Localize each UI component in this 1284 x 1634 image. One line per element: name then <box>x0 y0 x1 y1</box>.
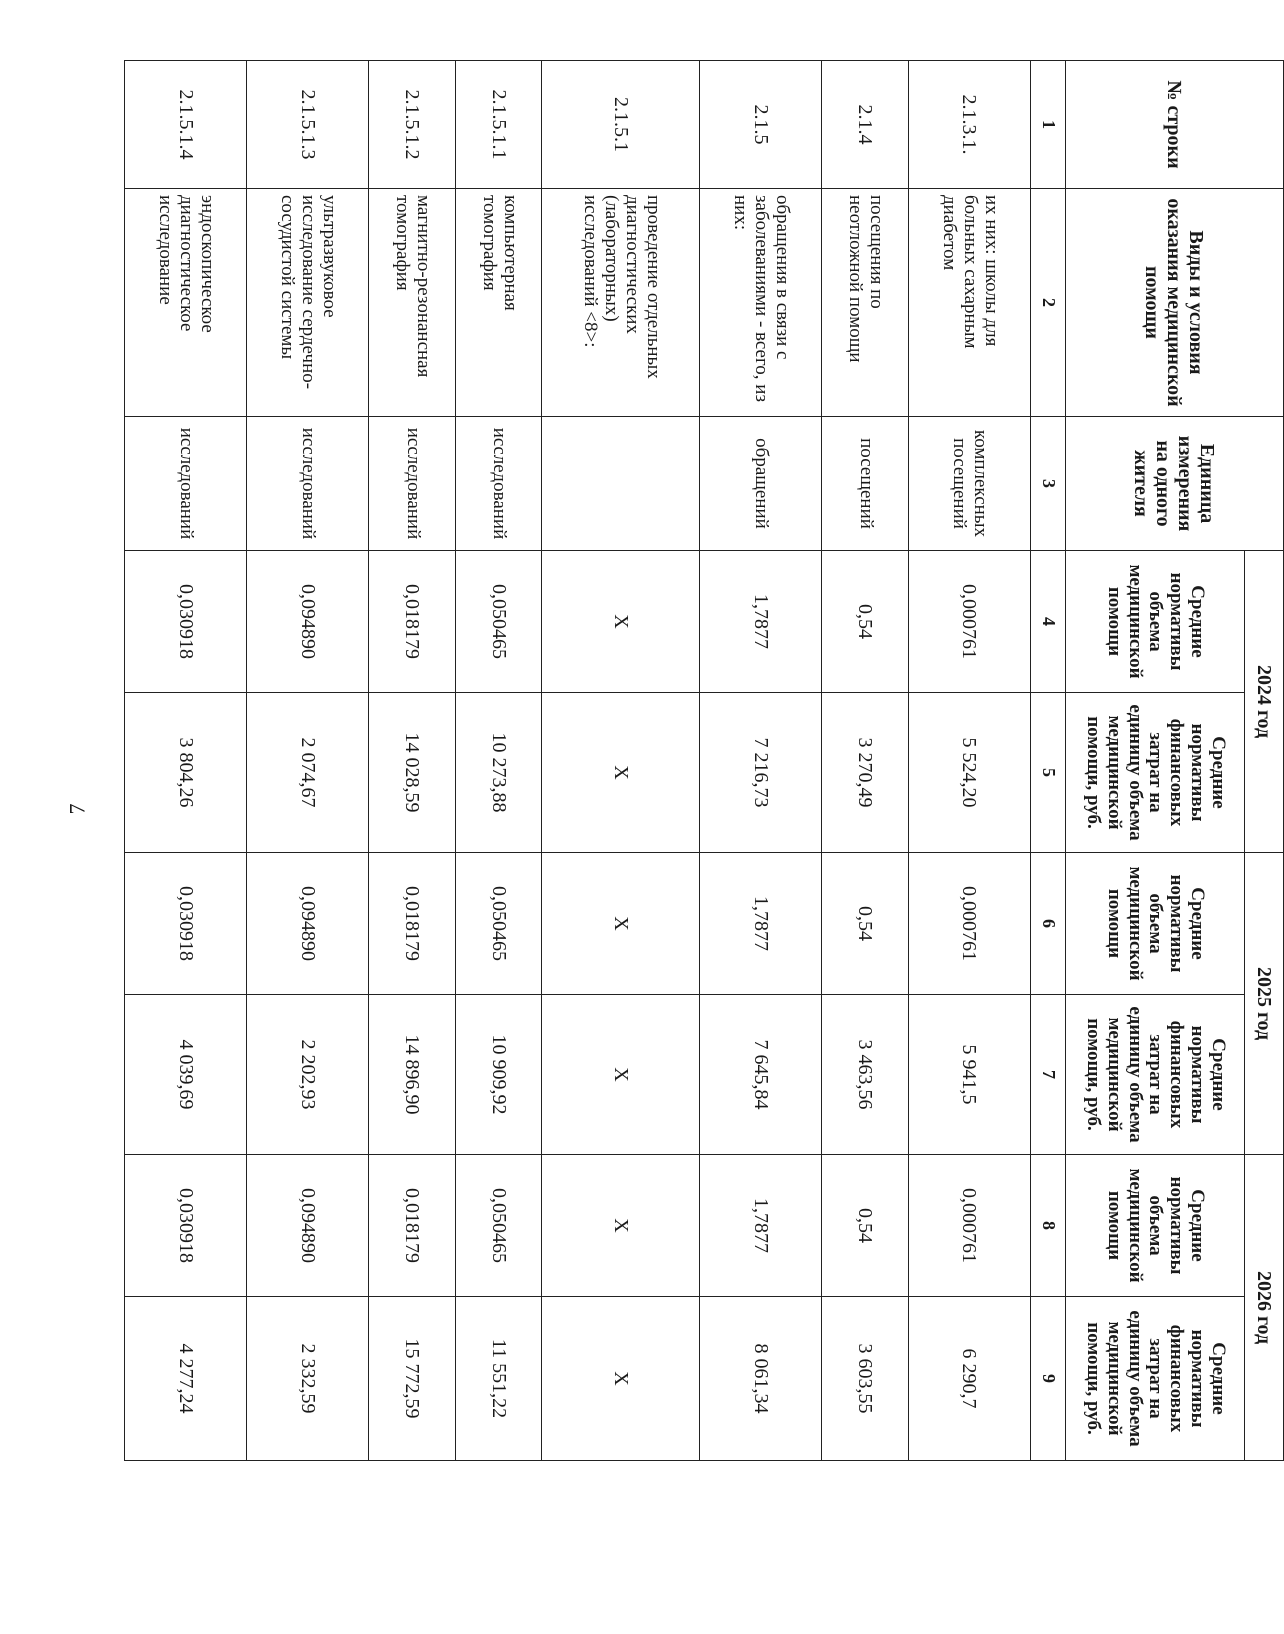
header-row-number: № строки <box>1066 61 1284 189</box>
header-unit: Единица измерения на одного жителя <box>1066 417 1284 551</box>
column-number: 7 <box>1031 995 1066 1155</box>
cost-2026: 11 551,22 <box>455 1297 542 1461</box>
cost-2025: 14 896,90 <box>369 995 456 1155</box>
cost-2025: 5 941,5 <box>908 995 1030 1155</box>
volume-2025: 0,094890 <box>247 853 369 995</box>
unit: комплексных посещений <box>908 417 1030 551</box>
table-row <box>700 61 822 1461</box>
column-number: 1 <box>1031 61 1066 189</box>
unit: исследований <box>125 417 247 551</box>
header-year-2024: 2024 год <box>1245 551 1284 853</box>
volume-2024: 0,54 <box>822 551 909 693</box>
table-row <box>369 61 456 1461</box>
cost-2024: 3 270,49 <box>822 693 909 853</box>
cost-2026: 8 061,34 <box>700 1297 822 1461</box>
header-year-2026: 2026 год <box>1245 1155 1284 1461</box>
cost-2026: 15 772,59 <box>369 1297 456 1461</box>
page-number: 7 <box>64 803 90 815</box>
column-number: 9 <box>1031 1297 1066 1461</box>
table-row <box>247 61 369 1461</box>
cost-2025: 10 909,92 <box>455 995 542 1155</box>
care-kind: магнитно-резонансная томография <box>369 189 456 417</box>
cost-2025: 2 202,93 <box>247 995 369 1155</box>
table-row <box>455 61 542 1461</box>
volume-2025: 0,54 <box>822 853 909 995</box>
volume-2025: 0,018179 <box>369 853 456 995</box>
volume-2026: X <box>542 1155 700 1297</box>
cost-2024: 10 273,88 <box>455 693 542 853</box>
cost-2025: 3 463,56 <box>822 995 909 1155</box>
row-number: 2.1.5.1 <box>542 61 700 189</box>
unit: исследований <box>455 417 542 551</box>
cost-2024: 7 216,73 <box>700 693 822 853</box>
column-number: 8 <box>1031 1155 1066 1297</box>
table-row <box>542 61 700 1461</box>
volume-2026: 0,000761 <box>908 1155 1030 1297</box>
volume-2026: 0,030918 <box>125 1155 247 1297</box>
volume-2026: 0,094890 <box>247 1155 369 1297</box>
care-kind: посещения по неотложной помощи <box>822 189 909 417</box>
volume-2025: 1,7877 <box>700 853 822 995</box>
cost-2026: 4 277,24 <box>125 1297 247 1461</box>
row-number: 2.1.5 <box>700 61 822 189</box>
row-number: 2.1.4 <box>822 61 909 189</box>
care-kind: обращения в связи с заболеваниями - всего, из них: <box>700 189 822 417</box>
volume-2025: 0,050465 <box>455 853 542 995</box>
cost-2025: X <box>542 995 700 1155</box>
row-number: 2.1.5.1.2 <box>369 61 456 189</box>
row-number: 2.1.5.1.3 <box>247 61 369 189</box>
header-cost-2025: Средние нормативы финансовых затрат на единицу объема медицинской помощи, руб. <box>1066 995 1245 1155</box>
care-kind: проведение отдельных диагностических (лабораторных) исследований <8>: <box>542 189 700 417</box>
cost-2025: 7 645,84 <box>700 995 822 1155</box>
volume-2024: 0,018179 <box>369 551 456 693</box>
volume-2025: X <box>542 853 700 995</box>
column-number: 5 <box>1031 693 1066 853</box>
row-number: 2.1.5.1.4 <box>125 61 247 189</box>
header-volume-2026: Средние нормативы объема медицинской помощи <box>1066 1155 1245 1297</box>
column-number: 6 <box>1031 853 1066 995</box>
table-row <box>125 61 247 1461</box>
volume-2024: 0,050465 <box>455 551 542 693</box>
care-kind: их них: школы для больных сахарным диабетом <box>908 189 1030 417</box>
volume-2026: 0,54 <box>822 1155 909 1297</box>
unit: исследований <box>369 417 456 551</box>
unit: обращений <box>700 417 822 551</box>
volume-2026: 1,7877 <box>700 1155 822 1297</box>
header-cost-2026: Средние нормативы финансовых затрат на единицу объема медицинской помощи, руб. <box>1066 1297 1245 1461</box>
volume-2026: 0,050465 <box>455 1155 542 1297</box>
care-kind: эндоскопическое диагностическое исследование <box>125 189 247 417</box>
care-kind: ультразвуковое исследование сердечно-сосудистой системы <box>247 189 369 417</box>
column-number: 3 <box>1031 417 1066 551</box>
row-number: 2.1.3.1. <box>908 61 1030 189</box>
medical-care-norms-table <box>124 60 1284 1461</box>
volume-2024: 0,000761 <box>908 551 1030 693</box>
unit: посещений <box>822 417 909 551</box>
volume-2024: 1,7877 <box>700 551 822 693</box>
row-number: 2.1.5.1.1 <box>455 61 542 189</box>
header-care-kind: Виды и условия оказания медицинской помощи <box>1066 189 1284 417</box>
header-volume-2024: Средние нормативы объема медицинской помощи <box>1066 551 1245 693</box>
unit: исследований <box>247 417 369 551</box>
cost-2024: 14 028,59 <box>369 693 456 853</box>
volume-2026: 0,018179 <box>369 1155 456 1297</box>
cost-2024: 3 804,26 <box>125 693 247 853</box>
cost-2024: X <box>542 693 700 853</box>
care-kind: компьютерная томография <box>455 189 542 417</box>
header-year-2025: 2025 год <box>1245 853 1284 1155</box>
table-row <box>908 61 1030 1461</box>
volume-2024: 0,094890 <box>247 551 369 693</box>
cost-2024: 5 524,20 <box>908 693 1030 853</box>
unit <box>542 417 700 551</box>
volume-2024: X <box>542 551 700 693</box>
cost-2026: 6 290,7 <box>908 1297 1030 1461</box>
volume-2024: 0,030918 <box>125 551 247 693</box>
cost-2026: 2 332,59 <box>247 1297 369 1461</box>
cost-2026: 3 603,55 <box>822 1297 909 1461</box>
column-numbers-row <box>1031 61 1066 1461</box>
table-row <box>822 61 909 1461</box>
table-container <box>124 60 1284 1460</box>
volume-2025: 0,000761 <box>908 853 1030 995</box>
column-number: 2 <box>1031 189 1066 417</box>
header-volume-2025: Средние нормативы объема медицинской помощи <box>1066 853 1245 995</box>
cost-2026: X <box>542 1297 700 1461</box>
cost-2025: 4 039,69 <box>125 995 247 1155</box>
volume-2025: 0,030918 <box>125 853 247 995</box>
column-number: 4 <box>1031 551 1066 693</box>
cost-2024: 2 074,67 <box>247 693 369 853</box>
header-cost-2024: Средние нормативы финансовых затрат на единицу объема медицинской помощи, руб. <box>1066 693 1245 853</box>
header-row-years <box>1245 61 1284 1461</box>
